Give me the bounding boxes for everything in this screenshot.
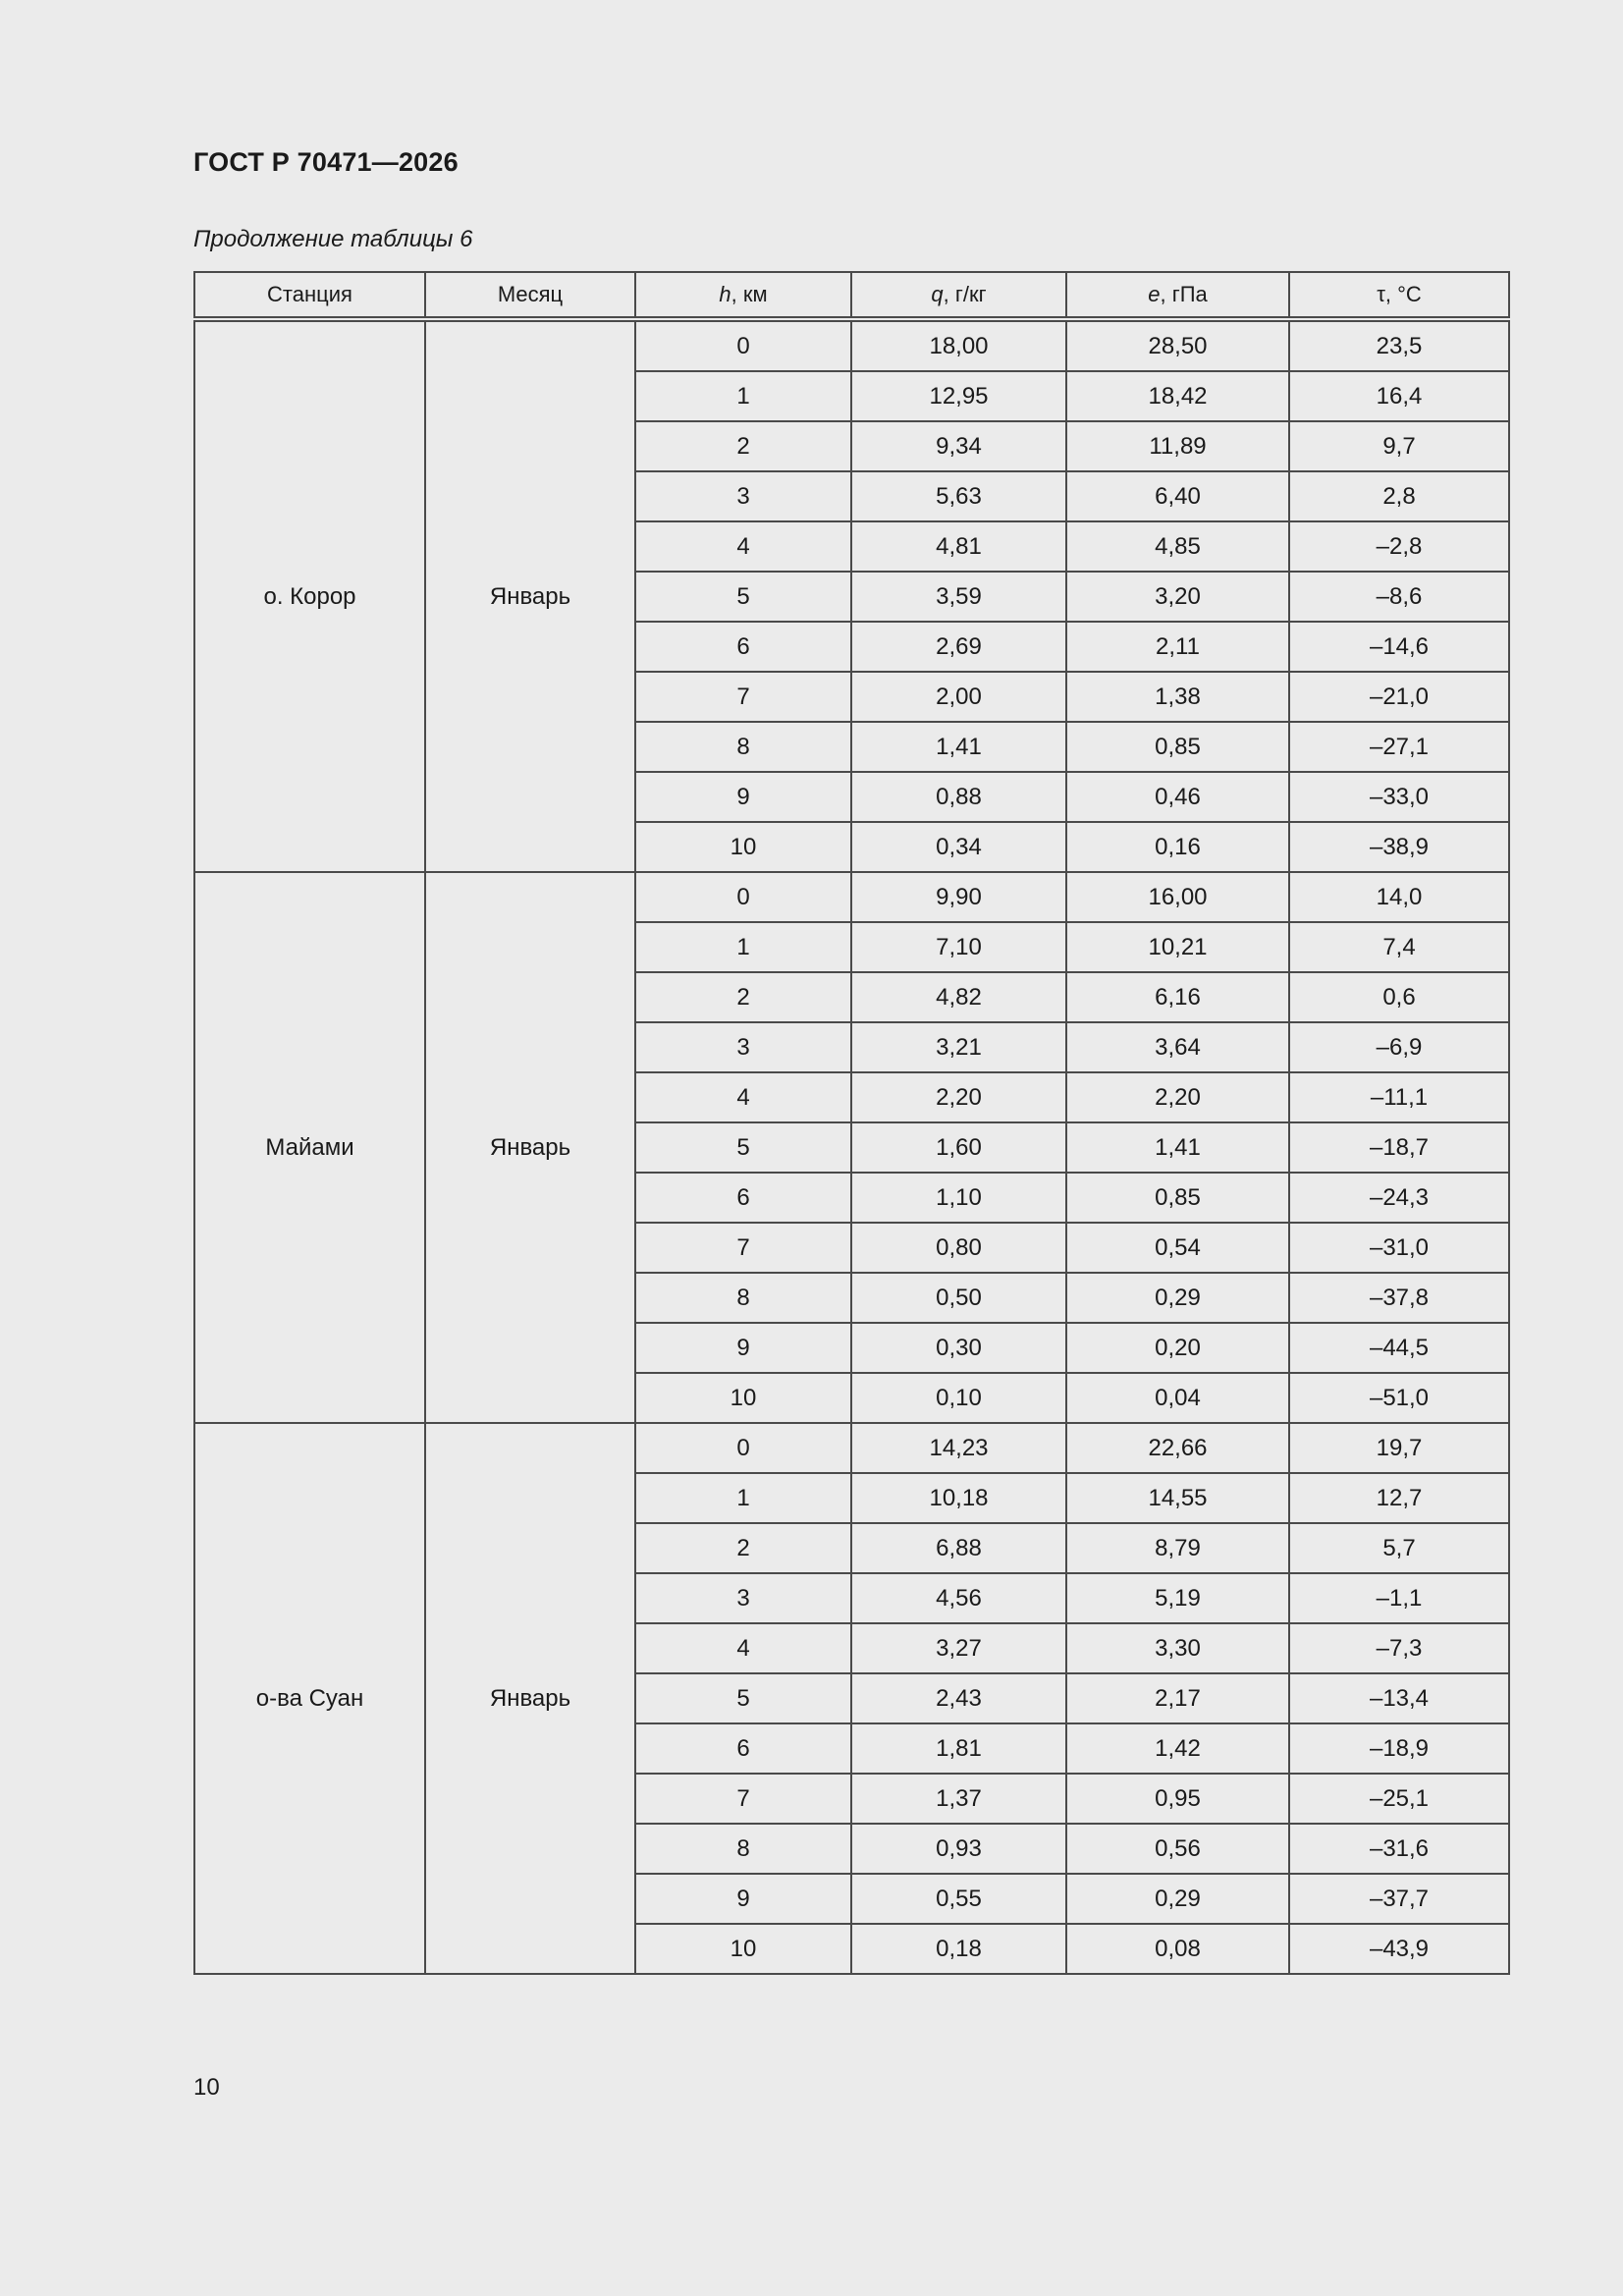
station-cell: о. Корор: [194, 319, 425, 872]
specific-humidity-cell: 18,00: [851, 319, 1066, 371]
header-e-unit: , гПа: [1160, 282, 1208, 306]
header-e-var: e: [1148, 282, 1161, 306]
specific-humidity-cell: 9,34: [851, 421, 1066, 471]
dew-point-cell: –11,1: [1289, 1072, 1509, 1122]
specific-humidity-cell: 0,30: [851, 1323, 1066, 1373]
specific-humidity-cell: 0,55: [851, 1874, 1066, 1924]
specific-humidity-cell: 0,80: [851, 1223, 1066, 1273]
height-cell: 8: [635, 1273, 851, 1323]
vapor-pressure-cell: 0,08: [1066, 1924, 1289, 1974]
header-height-var: h: [719, 282, 731, 306]
dew-point-cell: –37,8: [1289, 1273, 1509, 1323]
specific-humidity-cell: 2,69: [851, 622, 1066, 672]
dew-point-cell: 2,8: [1289, 471, 1509, 521]
height-cell: 9: [635, 1874, 851, 1924]
height-cell: 4: [635, 1072, 851, 1122]
height-cell: 2: [635, 421, 851, 471]
specific-humidity-cell: 3,27: [851, 1623, 1066, 1673]
vapor-pressure-cell: 1,38: [1066, 672, 1289, 722]
height-cell: 10: [635, 1373, 851, 1423]
vapor-pressure-cell: 5,19: [1066, 1573, 1289, 1623]
vapor-pressure-cell: 0,56: [1066, 1824, 1289, 1874]
height-cell: 3: [635, 1573, 851, 1623]
dew-point-cell: –31,6: [1289, 1824, 1509, 1874]
vapor-pressure-cell: 3,20: [1066, 572, 1289, 622]
vapor-pressure-cell: 22,66: [1066, 1423, 1289, 1473]
table-row: [194, 872, 1509, 922]
specific-humidity-cell: 2,20: [851, 1072, 1066, 1122]
height-cell: 1: [635, 1473, 851, 1523]
vapor-pressure-cell: 0,95: [1066, 1774, 1289, 1824]
specific-humidity-cell: 1,37: [851, 1774, 1066, 1824]
dew-point-cell: –25,1: [1289, 1774, 1509, 1824]
vapor-pressure-cell: 3,64: [1066, 1022, 1289, 1072]
height-cell: 1: [635, 922, 851, 972]
table-row: [194, 1423, 1509, 1473]
height-cell: 7: [635, 1223, 851, 1273]
dew-point-cell: –38,9: [1289, 822, 1509, 872]
dew-point-cell: –7,3: [1289, 1623, 1509, 1673]
dew-point-cell: 19,7: [1289, 1423, 1509, 1473]
height-cell: 8: [635, 1824, 851, 1874]
dew-point-cell: 0,6: [1289, 972, 1509, 1022]
table-header-row: [194, 272, 1509, 319]
header-q-unit: , г/кг: [943, 282, 987, 306]
specific-humidity-cell: 0,88: [851, 772, 1066, 822]
height-cell: 0: [635, 319, 851, 371]
specific-humidity-cell: 1,10: [851, 1173, 1066, 1223]
vapor-pressure-cell: 0,04: [1066, 1373, 1289, 1423]
specific-humidity-cell: 4,56: [851, 1573, 1066, 1623]
dew-point-cell: 9,7: [1289, 421, 1509, 471]
vapor-pressure-cell: 0,85: [1066, 1173, 1289, 1223]
vapor-pressure-cell: 6,40: [1066, 471, 1289, 521]
vapor-pressure-cell: 1,42: [1066, 1723, 1289, 1774]
specific-humidity-cell: 1,60: [851, 1122, 1066, 1173]
dew-point-cell: 5,7: [1289, 1523, 1509, 1573]
station-cell: Майами: [194, 872, 425, 1423]
vapor-pressure-cell: 16,00: [1066, 872, 1289, 922]
specific-humidity-cell: 5,63: [851, 471, 1066, 521]
dew-point-cell: –18,7: [1289, 1122, 1509, 1173]
vapor-pressure-cell: 10,21: [1066, 922, 1289, 972]
specific-humidity-cell: 10,18: [851, 1473, 1066, 1523]
height-cell: 10: [635, 1924, 851, 1974]
dew-point-cell: 14,0: [1289, 872, 1509, 922]
height-cell: 2: [635, 972, 851, 1022]
height-cell: 2: [635, 1523, 851, 1573]
vapor-pressure-cell: 2,11: [1066, 622, 1289, 672]
dew-point-cell: –6,9: [1289, 1022, 1509, 1072]
specific-humidity-cell: 2,43: [851, 1673, 1066, 1723]
height-cell: 7: [635, 672, 851, 722]
page-number: 10: [193, 2074, 220, 2101]
vapor-pressure-cell: 8,79: [1066, 1523, 1289, 1573]
header-q-var: q: [931, 282, 944, 306]
header-station: Станция: [194, 272, 425, 319]
height-cell: 10: [635, 822, 851, 872]
dew-point-cell: –51,0: [1289, 1373, 1509, 1423]
height-cell: 4: [635, 521, 851, 572]
month-cell: Январь: [425, 1423, 635, 1974]
dew-point-cell: –24,3: [1289, 1173, 1509, 1223]
vapor-pressure-cell: 6,16: [1066, 972, 1289, 1022]
specific-humidity-cell: 9,90: [851, 872, 1066, 922]
height-cell: 6: [635, 1723, 851, 1774]
vapor-pressure-cell: 0,20: [1066, 1323, 1289, 1373]
height-cell: 5: [635, 572, 851, 622]
height-cell: 4: [635, 1623, 851, 1673]
dew-point-cell: –1,1: [1289, 1573, 1509, 1623]
specific-humidity-cell: 2,00: [851, 672, 1066, 722]
specific-humidity-cell: 12,95: [851, 371, 1066, 421]
height-cell: 0: [635, 1423, 851, 1473]
header-tau-label: τ, °С: [1377, 282, 1422, 306]
height-cell: 6: [635, 1173, 851, 1223]
month-cell: Январь: [425, 319, 635, 872]
specific-humidity-cell: 0,50: [851, 1273, 1066, 1323]
document-header: ГОСТ Р 70471—2026: [193, 147, 459, 177]
dew-point-cell: –43,9: [1289, 1924, 1509, 1974]
vapor-pressure-cell: 3,30: [1066, 1623, 1289, 1673]
header-month: Месяц: [425, 272, 635, 319]
vapor-pressure-cell: 0,16: [1066, 822, 1289, 872]
vapor-pressure-cell: 14,55: [1066, 1473, 1289, 1523]
vapor-pressure-cell: 0,54: [1066, 1223, 1289, 1273]
height-cell: 9: [635, 1323, 851, 1373]
dew-point-cell: –27,1: [1289, 722, 1509, 772]
height-cell: 1: [635, 371, 851, 421]
header-height: [635, 272, 851, 319]
specific-humidity-cell: 0,10: [851, 1373, 1066, 1423]
dew-point-cell: 16,4: [1289, 371, 1509, 421]
dew-point-cell: –33,0: [1289, 772, 1509, 822]
dew-point-cell: 12,7: [1289, 1473, 1509, 1523]
vapor-pressure-cell: 28,50: [1066, 319, 1289, 371]
header-dew-point: [1289, 272, 1509, 319]
dew-point-cell: –31,0: [1289, 1223, 1509, 1273]
dew-point-cell: –21,0: [1289, 672, 1509, 722]
height-cell: 5: [635, 1122, 851, 1173]
vapor-pressure-cell: 11,89: [1066, 421, 1289, 471]
dew-point-cell: –13,4: [1289, 1673, 1509, 1723]
specific-humidity-cell: 1,81: [851, 1723, 1066, 1774]
specific-humidity-cell: 4,82: [851, 972, 1066, 1022]
vapor-pressure-cell: 0,85: [1066, 722, 1289, 772]
height-cell: 0: [635, 872, 851, 922]
specific-humidity-cell: 1,41: [851, 722, 1066, 772]
vapor-pressure-cell: 0,29: [1066, 1874, 1289, 1924]
specific-humidity-cell: 4,81: [851, 521, 1066, 572]
month-cell: Январь: [425, 872, 635, 1423]
dew-point-cell: –2,8: [1289, 521, 1509, 572]
vapor-pressure-cell: 4,85: [1066, 521, 1289, 572]
vapor-pressure-cell: 0,46: [1066, 772, 1289, 822]
height-cell: 8: [635, 722, 851, 772]
specific-humidity-cell: 0,18: [851, 1924, 1066, 1974]
vapor-pressure-cell: 18,42: [1066, 371, 1289, 421]
height-cell: 7: [635, 1774, 851, 1824]
height-cell: 3: [635, 1022, 851, 1072]
header-vapor-pressure: [1066, 272, 1289, 319]
table-caption: Продолжение таблицы 6: [193, 226, 473, 252]
vapor-pressure-cell: 1,41: [1066, 1122, 1289, 1173]
station-cell: о-ва Суан: [194, 1423, 425, 1974]
data-table: [193, 271, 1510, 1975]
height-cell: 9: [635, 772, 851, 822]
dew-point-cell: –37,7: [1289, 1874, 1509, 1924]
dew-point-cell: –18,9: [1289, 1723, 1509, 1774]
specific-humidity-cell: 3,21: [851, 1022, 1066, 1072]
height-cell: 3: [635, 471, 851, 521]
specific-humidity-cell: 6,88: [851, 1523, 1066, 1573]
dew-point-cell: 7,4: [1289, 922, 1509, 972]
specific-humidity-cell: 0,34: [851, 822, 1066, 872]
specific-humidity-cell: 14,23: [851, 1423, 1066, 1473]
specific-humidity-cell: 3,59: [851, 572, 1066, 622]
specific-humidity-cell: 7,10: [851, 922, 1066, 972]
dew-point-cell: –44,5: [1289, 1323, 1509, 1373]
height-cell: 6: [635, 622, 851, 672]
vapor-pressure-cell: 2,20: [1066, 1072, 1289, 1122]
dew-point-cell: 23,5: [1289, 319, 1509, 371]
header-height-unit: , км: [730, 282, 768, 306]
vapor-pressure-cell: 0,29: [1066, 1273, 1289, 1323]
specific-humidity-cell: 0,93: [851, 1824, 1066, 1874]
height-cell: 5: [635, 1673, 851, 1723]
table-row: [194, 319, 1509, 371]
vapor-pressure-cell: 2,17: [1066, 1673, 1289, 1723]
dew-point-cell: –8,6: [1289, 572, 1509, 622]
header-specific-humidity: [851, 272, 1066, 319]
dew-point-cell: –14,6: [1289, 622, 1509, 672]
